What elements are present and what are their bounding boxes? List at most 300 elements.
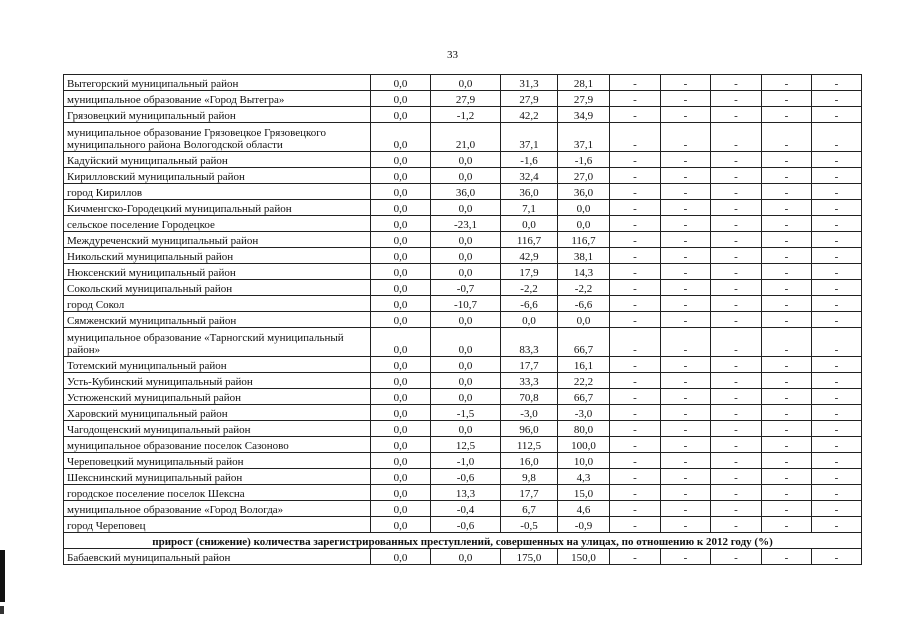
- value-cell: 0,0: [371, 485, 431, 501]
- dash-cell: -: [812, 248, 862, 264]
- dash-cell: -: [762, 453, 812, 469]
- dash-cell: -: [812, 152, 862, 168]
- value-cell: 16,1: [558, 357, 610, 373]
- value-cell: 27,0: [558, 168, 610, 184]
- scan-edge-mark: [0, 550, 5, 602]
- row-label: Тотемский муниципальный район: [64, 357, 371, 373]
- dash-cell: -: [610, 152, 661, 168]
- value-cell: -2,2: [558, 280, 610, 296]
- row-label: Бабаевский муниципальный район: [64, 549, 371, 565]
- value-cell: 32,4: [501, 168, 558, 184]
- value-cell: 15,0: [558, 485, 610, 501]
- dash-cell: -: [762, 501, 812, 517]
- dash-cell: -: [610, 107, 661, 123]
- section-header: прирост (снижение) количества зарегистрированных преступлений, совершенных на улицах, по отношению к 2012 году (%): [64, 533, 862, 549]
- table-row: [64, 421, 862, 437]
- value-cell: 0,0: [371, 517, 431, 533]
- dash-cell: -: [661, 421, 711, 437]
- value-cell: -1,6: [501, 152, 558, 168]
- dash-cell: -: [711, 123, 762, 152]
- value-cell: -1,6: [558, 152, 610, 168]
- value-cell: -0,9: [558, 517, 610, 533]
- dash-cell: -: [610, 421, 661, 437]
- dash-cell: -: [762, 421, 812, 437]
- dash-cell: -: [661, 405, 711, 421]
- dash-cell: -: [711, 437, 762, 453]
- dash-cell: -: [812, 469, 862, 485]
- value-cell: 42,9: [501, 248, 558, 264]
- value-cell: -6,6: [558, 296, 610, 312]
- table-row: [64, 200, 862, 216]
- dash-cell: -: [610, 437, 661, 453]
- value-cell: 0,0: [431, 421, 501, 437]
- dash-cell: -: [762, 357, 812, 373]
- value-cell: 0,0: [371, 312, 431, 328]
- dash-cell: -: [661, 453, 711, 469]
- dash-cell: -: [762, 168, 812, 184]
- dash-cell: -: [661, 280, 711, 296]
- dash-cell: -: [762, 469, 812, 485]
- dash-cell: -: [812, 184, 862, 200]
- row-label: Харовский муниципальный район: [64, 405, 371, 421]
- dash-cell: -: [610, 280, 661, 296]
- dash-cell: -: [610, 264, 661, 280]
- row-label: Кирилловский муниципальный район: [64, 168, 371, 184]
- table-row: [64, 91, 862, 107]
- dash-cell: -: [661, 75, 711, 91]
- value-cell: 27,9: [431, 91, 501, 107]
- row-label: муниципальное образование «Тарногский муниципальный район»: [64, 328, 371, 357]
- dash-cell: -: [610, 184, 661, 200]
- dash-cell: -: [610, 200, 661, 216]
- value-cell: 116,7: [501, 232, 558, 248]
- row-label: Сямженский муниципальный район: [64, 312, 371, 328]
- dash-cell: -: [762, 248, 812, 264]
- dash-cell: -: [661, 437, 711, 453]
- value-cell: 13,3: [431, 485, 501, 501]
- value-cell: 17,7: [501, 485, 558, 501]
- table-row: [64, 501, 862, 517]
- value-cell: 0,0: [431, 152, 501, 168]
- value-cell: 0,0: [371, 216, 431, 232]
- section-header-row: [64, 533, 862, 549]
- dash-cell: -: [711, 328, 762, 357]
- value-cell: -3,0: [558, 405, 610, 421]
- dash-cell: -: [610, 453, 661, 469]
- value-cell: -6,6: [501, 296, 558, 312]
- dash-cell: -: [812, 485, 862, 501]
- dash-cell: -: [610, 549, 661, 565]
- dash-cell: -: [812, 91, 862, 107]
- dash-cell: -: [610, 296, 661, 312]
- dash-cell: -: [762, 91, 812, 107]
- dash-cell: -: [711, 357, 762, 373]
- dash-cell: -: [812, 107, 862, 123]
- table-row: [64, 485, 862, 501]
- value-cell: 0,0: [371, 296, 431, 312]
- value-cell: 0,0: [371, 373, 431, 389]
- dash-cell: -: [762, 437, 812, 453]
- dash-cell: -: [661, 248, 711, 264]
- value-cell: 83,3: [501, 328, 558, 357]
- value-cell: 0,0: [371, 405, 431, 421]
- row-label: Нюксенский муниципальный район: [64, 264, 371, 280]
- dash-cell: -: [711, 469, 762, 485]
- dash-cell: -: [711, 485, 762, 501]
- value-cell: 6,7: [501, 501, 558, 517]
- value-cell: 80,0: [558, 421, 610, 437]
- dash-cell: -: [661, 312, 711, 328]
- value-cell: 0,0: [431, 312, 501, 328]
- value-cell: 28,1: [558, 75, 610, 91]
- page-number: 33: [447, 49, 458, 61]
- dash-cell: -: [762, 200, 812, 216]
- value-cell: 0,0: [558, 200, 610, 216]
- dash-cell: -: [661, 152, 711, 168]
- dash-cell: -: [711, 373, 762, 389]
- value-cell: 0,0: [371, 437, 431, 453]
- value-cell: 0,0: [431, 373, 501, 389]
- dash-cell: -: [711, 312, 762, 328]
- dash-cell: -: [762, 389, 812, 405]
- dash-cell: -: [812, 549, 862, 565]
- dash-cell: -: [661, 501, 711, 517]
- dash-cell: -: [610, 389, 661, 405]
- value-cell: 0,0: [371, 549, 431, 565]
- value-cell: 0,0: [371, 421, 431, 437]
- value-cell: 0,0: [431, 328, 501, 357]
- dash-cell: -: [812, 264, 862, 280]
- value-cell: 0,0: [501, 216, 558, 232]
- dash-cell: -: [610, 91, 661, 107]
- dash-cell: -: [812, 373, 862, 389]
- dash-cell: -: [762, 280, 812, 296]
- value-cell: -23,1: [431, 216, 501, 232]
- value-cell: 0,0: [431, 200, 501, 216]
- dash-cell: -: [812, 453, 862, 469]
- value-cell: 0,0: [431, 232, 501, 248]
- dash-cell: -: [762, 517, 812, 533]
- dash-cell: -: [812, 437, 862, 453]
- value-cell: -1,0: [431, 453, 501, 469]
- row-label: Никольский муниципальный район: [64, 248, 371, 264]
- table-row: [64, 232, 862, 248]
- dash-cell: -: [762, 328, 812, 357]
- value-cell: 22,2: [558, 373, 610, 389]
- dash-cell: -: [711, 75, 762, 91]
- row-label: Чагодощенский муниципальный район: [64, 421, 371, 437]
- dash-cell: -: [711, 549, 762, 565]
- dash-cell: -: [711, 184, 762, 200]
- row-label: Усть-Кубинский муниципальный район: [64, 373, 371, 389]
- table-row: [64, 216, 862, 232]
- dash-cell: -: [812, 296, 862, 312]
- dash-cell: -: [812, 421, 862, 437]
- dash-cell: -: [610, 469, 661, 485]
- value-cell: 36,0: [431, 184, 501, 200]
- row-label: Кадуйский муниципальный район: [64, 152, 371, 168]
- value-cell: 96,0: [501, 421, 558, 437]
- dash-cell: -: [610, 328, 661, 357]
- value-cell: 36,0: [501, 184, 558, 200]
- dash-cell: -: [661, 91, 711, 107]
- dash-cell: -: [661, 184, 711, 200]
- dash-cell: -: [762, 405, 812, 421]
- dash-cell: -: [812, 200, 862, 216]
- value-cell: 0,0: [371, 248, 431, 264]
- value-cell: 0,0: [371, 232, 431, 248]
- dash-cell: -: [812, 232, 862, 248]
- value-cell: 33,3: [501, 373, 558, 389]
- value-cell: 10,0: [558, 453, 610, 469]
- row-label: Вытегорский муниципальный район: [64, 75, 371, 91]
- value-cell: 16,0: [501, 453, 558, 469]
- value-cell: 0,0: [558, 216, 610, 232]
- dash-cell: -: [610, 357, 661, 373]
- table-row: [64, 469, 862, 485]
- table-row: [64, 453, 862, 469]
- dash-cell: -: [762, 264, 812, 280]
- dash-cell: -: [610, 405, 661, 421]
- value-cell: 0,0: [431, 168, 501, 184]
- table-row: [64, 107, 862, 123]
- value-cell: 0,0: [431, 75, 501, 91]
- dash-cell: -: [661, 549, 711, 565]
- dash-cell: -: [610, 123, 661, 152]
- dash-cell: -: [762, 312, 812, 328]
- row-label: Череповецкий муниципальный район: [64, 453, 371, 469]
- value-cell: -0,6: [431, 517, 501, 533]
- value-cell: 31,3: [501, 75, 558, 91]
- value-cell: 34,9: [558, 107, 610, 123]
- value-cell: 0,0: [431, 549, 501, 565]
- value-cell: 21,0: [431, 123, 501, 152]
- dash-cell: -: [610, 216, 661, 232]
- dash-cell: -: [610, 75, 661, 91]
- value-cell: 42,2: [501, 107, 558, 123]
- dash-cell: -: [661, 168, 711, 184]
- dash-cell: -: [762, 216, 812, 232]
- dash-cell: -: [812, 405, 862, 421]
- value-cell: 0,0: [371, 453, 431, 469]
- dash-cell: -: [762, 152, 812, 168]
- dash-cell: -: [711, 405, 762, 421]
- table-row: [64, 357, 862, 373]
- dash-cell: -: [762, 485, 812, 501]
- dash-cell: -: [711, 280, 762, 296]
- row-label: Шекснинский муниципальный район: [64, 469, 371, 485]
- dash-cell: -: [711, 248, 762, 264]
- dash-cell: -: [711, 517, 762, 533]
- dash-cell: -: [711, 152, 762, 168]
- table-row: [64, 312, 862, 328]
- dash-cell: -: [812, 517, 862, 533]
- dash-cell: -: [610, 312, 661, 328]
- dash-cell: -: [661, 485, 711, 501]
- dash-cell: -: [610, 248, 661, 264]
- dash-cell: -: [812, 75, 862, 91]
- dash-cell: -: [762, 296, 812, 312]
- dash-cell: -: [610, 373, 661, 389]
- dash-cell: -: [812, 280, 862, 296]
- table-row: [64, 75, 862, 91]
- table-row: [64, 328, 862, 357]
- dash-cell: -: [610, 517, 661, 533]
- dash-cell: -: [661, 107, 711, 123]
- value-cell: 66,7: [558, 389, 610, 405]
- row-label: муниципальное образование Грязовецкое Грязовецкого муниципального района Вологодской области: [64, 123, 371, 152]
- value-cell: 0,0: [371, 75, 431, 91]
- value-cell: -0,4: [431, 501, 501, 517]
- value-cell: 7,1: [501, 200, 558, 216]
- dash-cell: -: [610, 501, 661, 517]
- value-cell: 12,5: [431, 437, 501, 453]
- value-cell: 112,5: [501, 437, 558, 453]
- value-cell: 175,0: [501, 549, 558, 565]
- row-label: городское поселение поселок Шексна: [64, 485, 371, 501]
- dash-cell: -: [661, 357, 711, 373]
- row-label: Грязовецкий муниципальный район: [64, 107, 371, 123]
- dash-cell: -: [610, 168, 661, 184]
- value-cell: 0,0: [371, 152, 431, 168]
- dash-cell: -: [661, 517, 711, 533]
- value-cell: 37,1: [501, 123, 558, 152]
- table-row: [64, 184, 862, 200]
- dash-cell: -: [762, 232, 812, 248]
- value-cell: 0,0: [371, 328, 431, 357]
- value-cell: 100,0: [558, 437, 610, 453]
- table-row: [64, 248, 862, 264]
- scan-edge-mark: [0, 606, 4, 614]
- table-row: [64, 152, 862, 168]
- value-cell: 0,0: [371, 168, 431, 184]
- dash-cell: -: [610, 232, 661, 248]
- value-cell: 27,9: [558, 91, 610, 107]
- value-cell: -1,2: [431, 107, 501, 123]
- dash-cell: -: [661, 232, 711, 248]
- dash-cell: -: [762, 75, 812, 91]
- table-row: [64, 296, 862, 312]
- dash-cell: -: [661, 264, 711, 280]
- row-label: Сокольский муниципальный район: [64, 280, 371, 296]
- dash-cell: -: [661, 123, 711, 152]
- dash-cell: -: [711, 200, 762, 216]
- dash-cell: -: [711, 421, 762, 437]
- dash-cell: -: [711, 453, 762, 469]
- value-cell: 66,7: [558, 328, 610, 357]
- value-cell: 150,0: [558, 549, 610, 565]
- value-cell: -0,7: [431, 280, 501, 296]
- dash-cell: -: [711, 107, 762, 123]
- value-cell: 0,0: [371, 107, 431, 123]
- table-row: [64, 405, 862, 421]
- dash-cell: -: [762, 549, 812, 565]
- statistics-table: [63, 74, 862, 565]
- value-cell: 0,0: [371, 389, 431, 405]
- value-cell: 9,8: [501, 469, 558, 485]
- dash-cell: -: [812, 216, 862, 232]
- dash-cell: -: [661, 328, 711, 357]
- value-cell: 4,6: [558, 501, 610, 517]
- table-row: [64, 549, 862, 565]
- row-label: муниципальное образование «Город Вологда»: [64, 501, 371, 517]
- table-row: [64, 168, 862, 184]
- value-cell: 0,0: [431, 248, 501, 264]
- dash-cell: -: [661, 296, 711, 312]
- dash-cell: -: [812, 389, 862, 405]
- table-row: [64, 280, 862, 296]
- value-cell: 116,7: [558, 232, 610, 248]
- value-cell: 36,0: [558, 184, 610, 200]
- dash-cell: -: [762, 373, 812, 389]
- dash-cell: -: [812, 328, 862, 357]
- value-cell: -0,6: [431, 469, 501, 485]
- value-cell: 0,0: [371, 123, 431, 152]
- value-cell: 0,0: [371, 280, 431, 296]
- value-cell: 0,0: [431, 264, 501, 280]
- table-row: [64, 373, 862, 389]
- value-cell: 0,0: [431, 389, 501, 405]
- row-label: Кичменгско-Городецкий муниципальный район: [64, 200, 371, 216]
- dash-cell: -: [711, 264, 762, 280]
- dash-cell: -: [812, 168, 862, 184]
- value-cell: -3,0: [501, 405, 558, 421]
- value-cell: -1,5: [431, 405, 501, 421]
- value-cell: -2,2: [501, 280, 558, 296]
- value-cell: 0,0: [371, 469, 431, 485]
- value-cell: 0,0: [371, 501, 431, 517]
- value-cell: -10,7: [431, 296, 501, 312]
- row-label: муниципальное образование поселок Сазоново: [64, 437, 371, 453]
- dash-cell: -: [762, 123, 812, 152]
- row-label: город Сокол: [64, 296, 371, 312]
- value-cell: -0,5: [501, 517, 558, 533]
- row-label: Устюженский муниципальный район: [64, 389, 371, 405]
- value-cell: 38,1: [558, 248, 610, 264]
- row-label: Междуреченский муниципальный район: [64, 232, 371, 248]
- dash-cell: -: [711, 389, 762, 405]
- table-row: [64, 437, 862, 453]
- table-row: [64, 264, 862, 280]
- row-label: сельское поселение Городецкое: [64, 216, 371, 232]
- dash-cell: -: [812, 123, 862, 152]
- dash-cell: -: [711, 232, 762, 248]
- dash-cell: -: [812, 501, 862, 517]
- dash-cell: -: [711, 501, 762, 517]
- value-cell: 0,0: [371, 200, 431, 216]
- dash-cell: -: [661, 373, 711, 389]
- value-cell: 17,7: [501, 357, 558, 373]
- dash-cell: -: [762, 107, 812, 123]
- value-cell: 37,1: [558, 123, 610, 152]
- dash-cell: -: [661, 200, 711, 216]
- dash-cell: -: [610, 485, 661, 501]
- table-row: [64, 517, 862, 533]
- value-cell: 0,0: [371, 357, 431, 373]
- value-cell: 0,0: [558, 312, 610, 328]
- value-cell: 0,0: [371, 91, 431, 107]
- value-cell: 0,0: [371, 184, 431, 200]
- dash-cell: -: [711, 168, 762, 184]
- value-cell: 14,3: [558, 264, 610, 280]
- dash-cell: -: [711, 216, 762, 232]
- dash-cell: -: [661, 389, 711, 405]
- value-cell: 4,3: [558, 469, 610, 485]
- value-cell: 0,0: [371, 264, 431, 280]
- table-row: [64, 123, 862, 152]
- dash-cell: -: [661, 469, 711, 485]
- dash-cell: -: [762, 184, 812, 200]
